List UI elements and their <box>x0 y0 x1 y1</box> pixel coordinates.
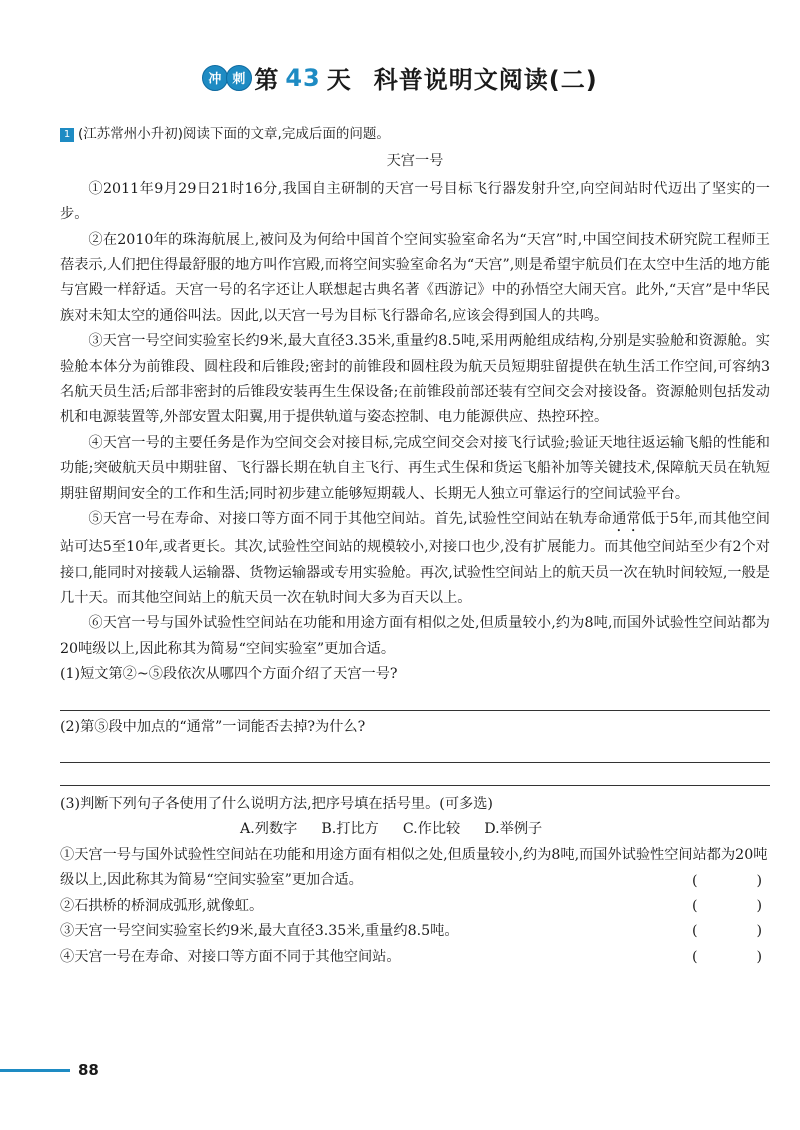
judgment-item-4: ④天宫一号在寿命、对接口等方面不同于其他空间站。 ( ) <box>60 945 770 970</box>
answer-line[interactable] <box>60 688 770 711</box>
options-row <box>200 817 770 842</box>
judgment-item-3: ③天宫一号空间实验室长约9米,最大直径3.35米,重量约8.5吨。 ( ) <box>60 919 770 944</box>
question-intro <box>60 122 770 147</box>
judgment-item-2: ②石拱桥的桥洞成弧形,就像虹。 ( ) <box>60 894 770 919</box>
answer-line[interactable] <box>60 763 770 786</box>
title-day: 天 <box>326 66 352 94</box>
judgment-item-1: ①天宫一号与国外试验性空间站在功能和用途方面有相似之处,但质量较小,约为8吨,而国外试验性空间站都为20吨级以上,因此称其为简易“空间实验室”更加合适。 <box>60 846 768 889</box>
question-1: (1)短文第②~⑤段依次从哪四个方面介绍了天宫一号? <box>60 666 398 683</box>
option-a: A.列数字 <box>240 821 298 838</box>
paragraph-3: ③天宫一号空间实验室长约9米,最大直径3.35米,重量约8.5吨,采用两舱组成结构,分别是实验舱和资源舱。实验舱本体分为前锥段、圆柱段和后锥段;密封的前锥段和圆柱段为航天员短期驻留提供在轨生活工作空间,可容纳3名航天员生活;后部非密封的后锥段安装再生生保设备;在前锥段前部还装有空间交会对接设备。资源舱则包括发动机和电源装置等,外部安置太阳翼,用于提供轨道与姿态控制、电力能源供应、热控环控。 <box>60 333 770 426</box>
option-c: C.作比较 <box>402 821 461 838</box>
badge-char-1: 冲 <box>202 65 228 91</box>
page-number: 88 <box>78 1061 99 1079</box>
page-footer <box>0 1056 130 1084</box>
page-title <box>0 60 800 95</box>
option-d: D.举例子 <box>484 821 543 838</box>
question-content <box>60 122 770 970</box>
answer-paren-3[interactable]: ( ) <box>692 923 762 940</box>
sprint-badge <box>202 65 250 91</box>
answer-paren-1[interactable]: ( ) <box>692 872 762 889</box>
day-number: 43 <box>285 63 321 92</box>
footer-bar <box>0 1069 70 1072</box>
article-title: 天宫一号 <box>386 153 444 170</box>
answer-line[interactable] <box>60 740 770 763</box>
dotted-word: 通常 <box>612 511 641 528</box>
question-intro-text: (江苏常州小升初)阅读下面的文章,完成后面的问题。 <box>78 126 390 142</box>
question-number-badge: 1 <box>60 128 74 142</box>
answer-paren-2[interactable]: ( ) <box>692 897 762 914</box>
paragraph-1: ①2011年9月29日21时16分,我国自主研制的天宫一号目标飞行器发射升空,向空间站时代迈出了坚实的一步。 <box>60 180 770 223</box>
paragraph-4: ④天宫一号的主要任务是作为空间交会对接目标,完成空间交会对接飞行试验;验证天地往返运输飞船的性能和功能;突破航天员中期驻留、飞行器长期在轨自主飞行、再生式生保和货运飞船补加等关键技术,保障航天员在轨短期驻留期间安全的工作和生活;同时初步建立能够短期载人、长期无人独立可靠运行的空间试验平台。 <box>60 434 770 502</box>
badge-char-2: 刺 <box>226 65 252 91</box>
answer-paren-4[interactable]: ( ) <box>692 948 762 965</box>
paragraph-6: ⑥天宫一号与国外试验性空间站在功能和用途方面有相似之处,但质量较小,约为8吨,而国外试验性空间站都为20吨级以上,因此称其为简易“空间实验室”更加合适。 <box>60 615 770 657</box>
title-main: 科普说明文阅读(二) <box>373 66 598 94</box>
question-3: (3)判断下列句子各使用了什么说明方法,把序号填在括号里。(可多选) <box>60 795 493 812</box>
question-2: (2)第⑤段中加点的“通常”一词能否去掉?为什么? <box>60 718 366 735</box>
option-b: B.打比方 <box>321 821 379 838</box>
title-prefix: 第 <box>254 66 280 94</box>
paragraph-2: ②在2010年的珠海航展上,被问及为何给中国首个空间实验室命名为“天宫”时,中国空间技术研究院工程师王蓓表示,人们把住得最舒服的地方叫作宫殿,而将空间实验室命名为“天宫”,则是希望宇航员们在太空中生活的地方能与宫殿一样舒适。天宫一号的名字还让人联想起古典名著《西游记》中的孙悟空大闹天宫。此外,“天宫”是中华民族对未知太空的通俗叫法。因此,以天宫一号为目标飞行器命名,应该会得到国人的共鸣。 <box>60 231 770 324</box>
paragraph-5: ⑤天宫一号在寿命、对接口等方面不同于其他空间站。首先,试验性空间站在轨寿命通常低于5年,而其他空间站可达5至10年,或者更长。其次,试验性空间站的规模较小,对接口也少,没有扩展能力。而其他空间站至少有2个对接口,能同时对接载人运输器、货物运输器或专用实验舱。再次,试验性空间站上的航天员一次在轨时间较短,一般是几十天。而其他空间站上的航天员一次在轨时间大多为百天以上。 <box>60 511 770 606</box>
